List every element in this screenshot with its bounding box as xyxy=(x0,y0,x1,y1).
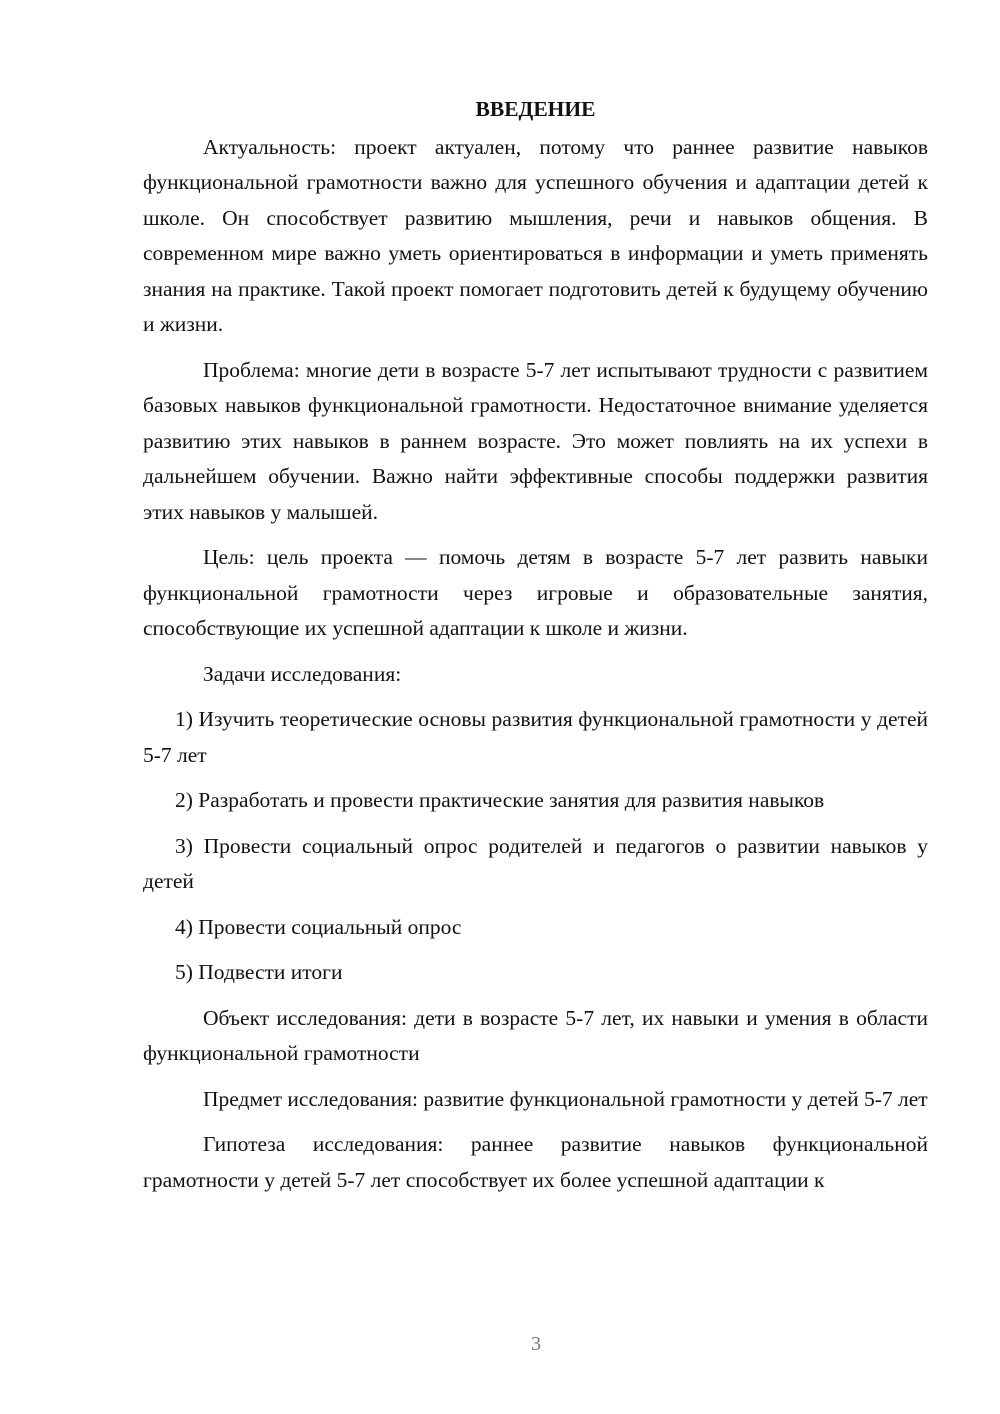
problem-paragraph: Проблема: многие дети в возрасте 5-7 лет испытывают трудности с развитием базовых навыков функциональной грамотности. Недостаточное внимание уделяется развитию этих навыков в раннем возрасте. Это может повлиять на их успехи в дальнейшем обучении. Важно найти эффективные способы поддержки развития этих навыков у малышей. xyxy=(143,357,928,524)
document-body xyxy=(143,92,928,1198)
task-item: 5) Подвести итоги xyxy=(175,960,343,984)
task-item: 1) Изучить теоретические основы развития функциональной грамотности у детей 5-7 лет xyxy=(143,707,928,767)
relevance-paragraph: Актуальность: проект актуален, потому что раннее развитие навыков функциональной грамотности важно для успешного обучения и адаптации детей к школе. Он способствует развитию мышления, речи и навыков общения. В современном мире важно уметь ориентироваться в информации и уметь применять знания на практике. Такой проект помогает подготовить детей к будущему обучению и жизни. xyxy=(143,134,928,336)
task-item: 3) Провести социальный опрос родителей и педагогов о развитии навыков у детей xyxy=(143,833,928,893)
page-number: 3 xyxy=(531,1333,541,1355)
page-title: ВВЕДЕНИЕ xyxy=(475,97,596,121)
goal-paragraph: Цель: цель проекта — помочь детям в возрасте 5-7 лет развить навыки функциональной грамотности через игровые и образовательные занятия, способствующие их успешной адаптации к школе и жизни. xyxy=(143,545,928,640)
hypothesis-paragraph: Гипотеза исследования: раннее развитие навыков функциональной грамотности у детей 5-7 лет способствует их более успешной адаптации к xyxy=(143,1132,928,1192)
task-item: 2) Разработать и провести практические занятия для развития навыков xyxy=(175,788,825,812)
object-paragraph: Объект исследования: дети в возрасте 5-7 лет, их навыки и умения в области функциональной грамотности xyxy=(143,1005,928,1065)
task-item: 4) Провести социальный опрос xyxy=(175,914,462,939)
tasks-heading: Задачи исследования: xyxy=(203,661,402,686)
subject-paragraph: Предмет исследования: развитие функциональной грамотности у детей 5-7 лет xyxy=(203,1086,928,1111)
